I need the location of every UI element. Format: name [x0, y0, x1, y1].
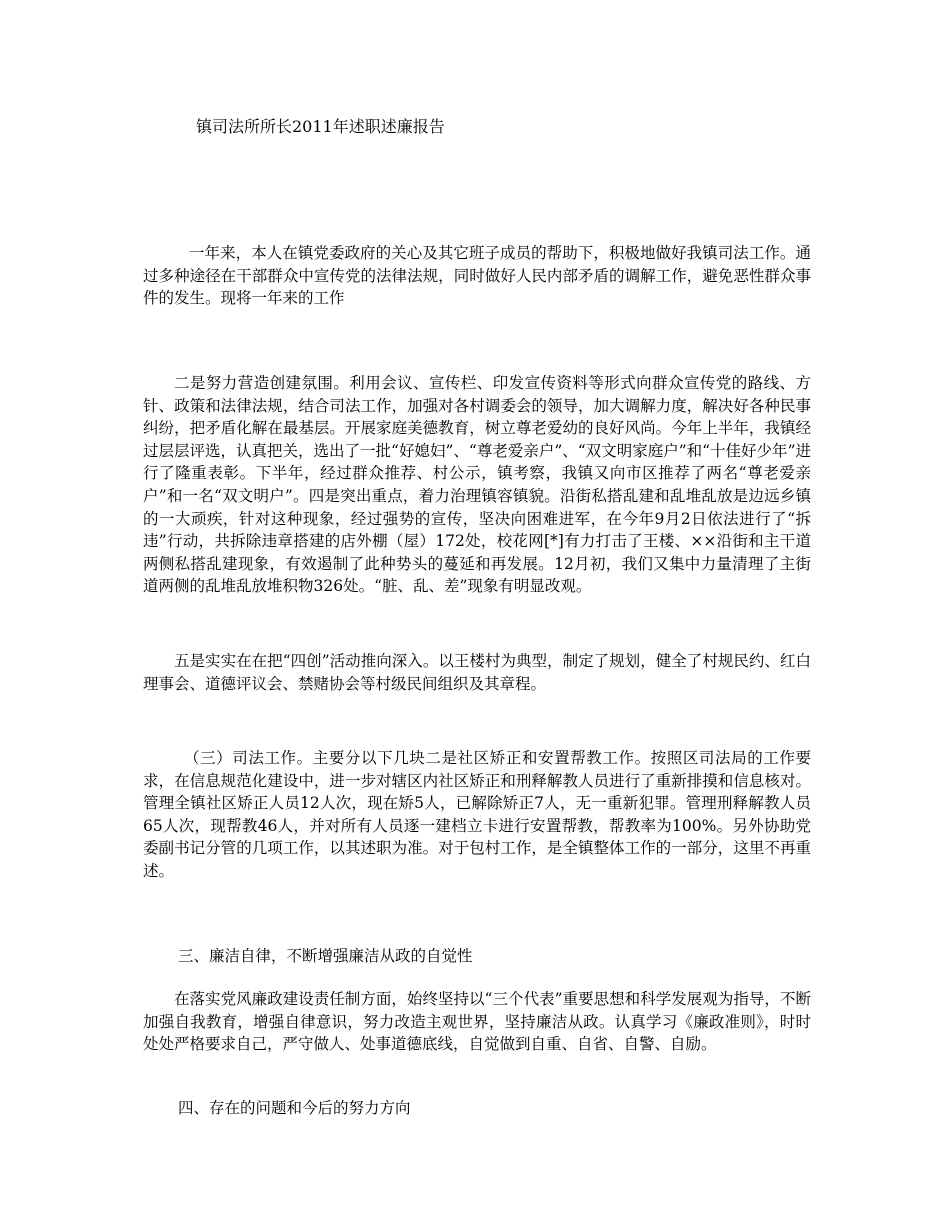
- section-heading-problems: 四、存在的问题和今后的努力方向: [178, 1099, 411, 1117]
- paragraph-creation-atmosphere: 二是努力营造创建氛围。利用会议、宣传栏、印发宣传资料等形式向群众宣传党的路线、方针、政策和法律法规，结合司法工作，加强对各村调委会的领导，加大调解力度，解决好各种民事纠纷，把矛盾化解在最基层。开展家庭美德教育，树立尊老爱幼的良好风尚。今年上半年，我镇经过层层评选，认真把关，选出了一批“好媳妇”、“尊老爱亲户”、“双文明家庭户”和“十佳好少年”进行了隆重表彰。下半年，经过群众推荐、村公示，镇考察，我镇又向市区推荐了两名“尊老爱亲户”和一名“双文明户”。四是突出重点，着力治理镇容镇貌。沿街私搭乱建和乱堆乱放是边远乡镇的一大顽疾，针对这种现象，经过强势的宣传，坚决向困难进军，在今年9月2日依法进行了“拆违”行动，共拆除违章搭建的店外棚（屋）172处，校花网[*]有力打击了王楼、××沿街和主干道两侧私搭乱建现象，有效遏制了此种势头的蔓延和再发展。12月初，我们又集中力量清理了主街道两侧的乱堆乱放堆积物326处。“脏、乱、差”现象有明显改观。: [143, 374, 811, 596]
- paragraph-judicial-work: （三）司法工作。主要分以下几块二是社区矫正和安置帮教工作。按照区司法局的工作要求，在信息规范化建设中，进一步对辖区内社区矫正和刑释解教人员进行了重新排摸和信息核对。管理全镇社区矫正人员12人次，现在矫5人，已解除矫正7人，无一重新犯罪。管理刑释解教人员65人次，现帮教46人，并对所有人员逐一建档立卡进行安置帮教，帮教率为100%。另外协助党委副书记分管的几项工作，以其述职为准。对于包村工作，是全镇整体工作的一部分，这里不再重述。: [143, 749, 811, 880]
- paragraph-integrity: 在落实党风廉政建设责任制方面，始终坚持以“三个代表”重要思想和科学发展观为指导，不断加强自我教育，增强自律意识，努力改造主观世界，坚持廉洁从政。认真学习《廉政准则》，时时处处严格要求自己，严守做人、处事道德底线，自觉做到自重、自省、自警、自励。: [143, 990, 811, 1054]
- section-heading-integrity: 三、廉洁自律，不断增强廉洁从政的自觉性: [178, 947, 473, 965]
- document-title: 镇司法所所长2011年述职述廉报告: [196, 117, 445, 136]
- paragraph-four-creation: 五是实实在在把“四创”活动推向深入。以王楼村为典型，制定了规划，健全了村规民约、红白理事会、道德评议会、禁赌协会等村级民间组织及其章程。: [143, 652, 811, 693]
- paragraph-intro: 一年来，本人在镇党委政府的关心及其它班子成员的帮助下，积极地做好我镇司法工作。通过多种途径在干部群众中宣传党的法律法规，同时做好人民内部矛盾的调解工作，避免恶性群众事件的发生。现将一年来的工作: [143, 244, 811, 308]
